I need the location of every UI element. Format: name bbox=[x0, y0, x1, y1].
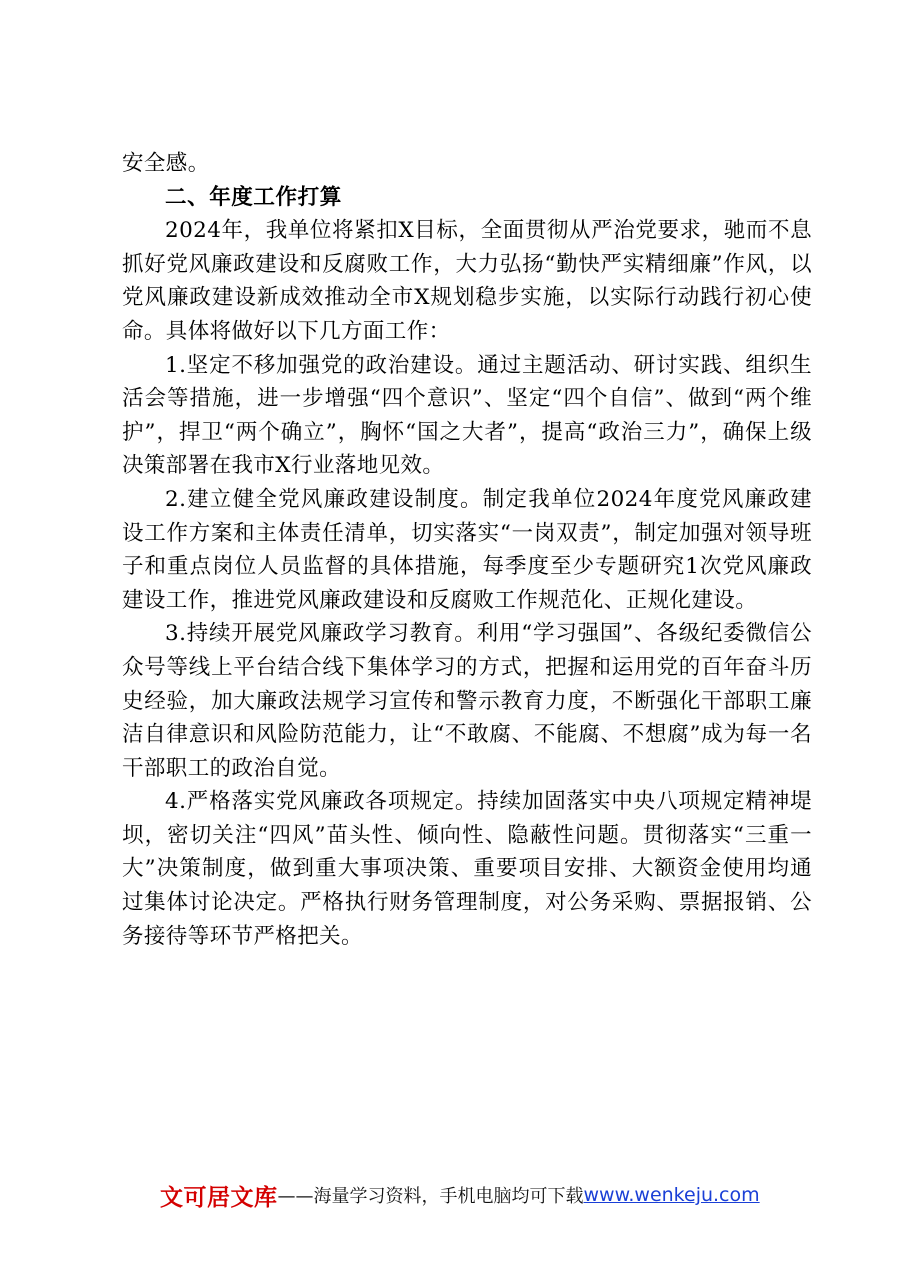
work-item-2: 2.建立健全党风廉政建设制度。制定我单位2024年度党风廉政建设工作方案和主体责任清单，切实落实“一岗双责”，制定加强对领导班子和重点岗位人员监督的具体措施，每季度至少专题研究1次党风廉政建设工作，推进党风廉政建设和反腐败工作规范化、正规化建设。 bbox=[122, 486, 812, 613]
footer-tagline: ——海量学习资料，手机电脑均可下载 bbox=[277, 1186, 584, 1207]
intro-paragraph: 2024年，我单位将紧扣X目标，全面贯彻从严治党要求，驰而不息抓好党风廉政建设和反腐败工作，大力弘扬“勤快严实精细廉”作风，以党风廉政建设新成效推动全市X规划稳步实施，以实际行动践行初心使命。具体将做好以下几方面工作： bbox=[122, 218, 812, 344]
footer-banner bbox=[160, 1175, 780, 1215]
document-body bbox=[122, 147, 812, 953]
footer-website-link[interactable]: www.wenkeju.com bbox=[583, 1184, 760, 1206]
carryover-text: 安全感。 bbox=[122, 151, 210, 176]
section-heading: 二、年度工作打算 bbox=[165, 184, 342, 210]
footer-brand: 文可居文库 bbox=[160, 1184, 278, 1211]
work-item-4: 4.严格落实党风廉政各项规定。持续加固落实中央八项规定精神堤坝，密切关注“四风”苗头性、倾向性、隐蔽性问题。贯彻落实“三重一大”决策制度，做到重大事项决策、重要项目安排、大额资金使用均通过集体讨论决定。严格执行财务管理制度，对公务采购、票据报销、公务接待等环节严格把关。 bbox=[122, 789, 812, 949]
work-item-1: 1.坚定不移加强党的政治建设。通过主题活动、研讨实践、组织生活会等措施，进一步增强“四个意识”、坚定“四个自信”、做到“两个维护”，捍卫“两个确立”，胸怀“国之大者”，提高“政治三力”，确保上级决策部署在我市X行业落地见效。 bbox=[122, 352, 812, 479]
work-item-3: 3.持续开展党风廉政学习教育。利用“学习强国”、各级纪委微信公众号等线上平台结合线下集体学习的方式，把握和运用党的百年奋斗历史经验，加大廉政法规学习宣传和警示教育力度，不断强化干部职工廉洁自律意识和风险防范能力，让“不敢腐、不能腐、不想腐”成为每一名干部职工的政治自觉。 bbox=[122, 621, 812, 781]
